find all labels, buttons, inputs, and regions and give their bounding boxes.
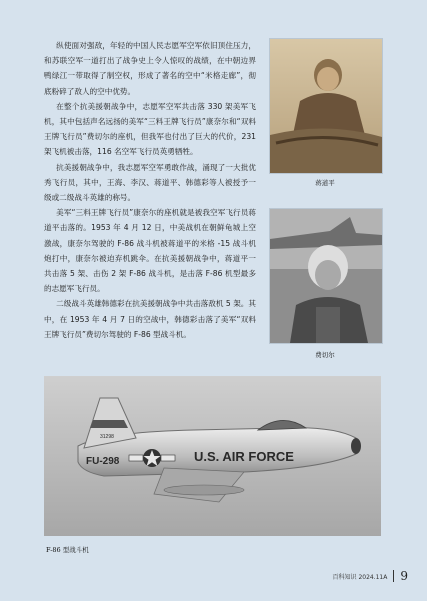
pilot-portrait-image <box>270 39 382 173</box>
article-body <box>44 38 256 342</box>
page-footer <box>333 569 408 583</box>
pilot-helmet-portrait-image <box>270 209 382 343</box>
f86-tail-small-number: 31298 <box>100 434 114 440</box>
f86-photo <box>44 376 381 536</box>
f86-fuselage-text: U.S. AIR FORCE <box>194 449 294 464</box>
article-paragraph: 美军“三料王牌飞行员”康奈尔的座机就是被我空军飞行员蒋道平击落的。1953 年 4 月 12 日，中美战机在朝鲜龟城上空激战，康奈尔驾驶的 F-86 战斗机被蒋道平的米格 -15 战斗机炮打中，康奈尔被迫弃机跳伞。在抗美援朝战争中，蒋道平一共击落 5 架、击伤 2 架 F-86 战斗机，是击落 F-86 机型最多的志愿军飞行员。 <box>44 208 256 294</box>
f86-jet-image <box>44 376 381 536</box>
article-paragraph: 二级战斗英雄韩德彩在抗美援朝战争中共击落敌机 5 架。其中，在 1953 年 4 月 7 日的空战中，韩德彩击落了美军“双料王牌飞行员”费切尔驾驶的 F-86 型战斗机。 <box>44 299 256 339</box>
article-paragraph: 在整个抗美援朝战争中，志愿军空军共击落 330 架美军飞机，其中包括声名远扬的美军“三料王牌飞行员”康奈尔和“双料王牌飞行员”费切尔的座机，但我军也付出了巨大的代价，231 架飞机被击落，116 名空军飞行员英勇牺牲。 <box>44 101 256 157</box>
footer-divider <box>393 570 394 582</box>
article-paragraph: 纵使面对强敌，年轻的中国人民志愿军空军依旧顶住压力，和苏联空军一道打出了战争史上令人惊叹的战绩，在中朝边界鸭绿江一带取得了制空权，形成了著名的空中“米格走廊”，彻底粉碎了敌人的空中优势。 <box>44 41 256 96</box>
jiang-daoping-caption: 蒋道平 <box>315 179 335 187</box>
fischer-caption: 费切尔 <box>315 351 335 359</box>
fischer-photo <box>269 208 383 344</box>
f86-caption: F-86 型战斗机 <box>46 546 89 554</box>
f86-tail-number: FU-298 <box>86 456 120 467</box>
page-number: 9 <box>400 569 408 583</box>
jiang-daoping-photo <box>269 38 383 174</box>
journal-name: 百科知识 2024.11A <box>332 573 388 581</box>
article-paragraph: 抗美援朝战争中，我志愿军空军勇敢作战，涌现了一大批优秀飞行员，其中，王海、李汉、蒋道平、韩德彩等人被授予一级或二级战斗英雄的称号。 <box>44 162 256 203</box>
